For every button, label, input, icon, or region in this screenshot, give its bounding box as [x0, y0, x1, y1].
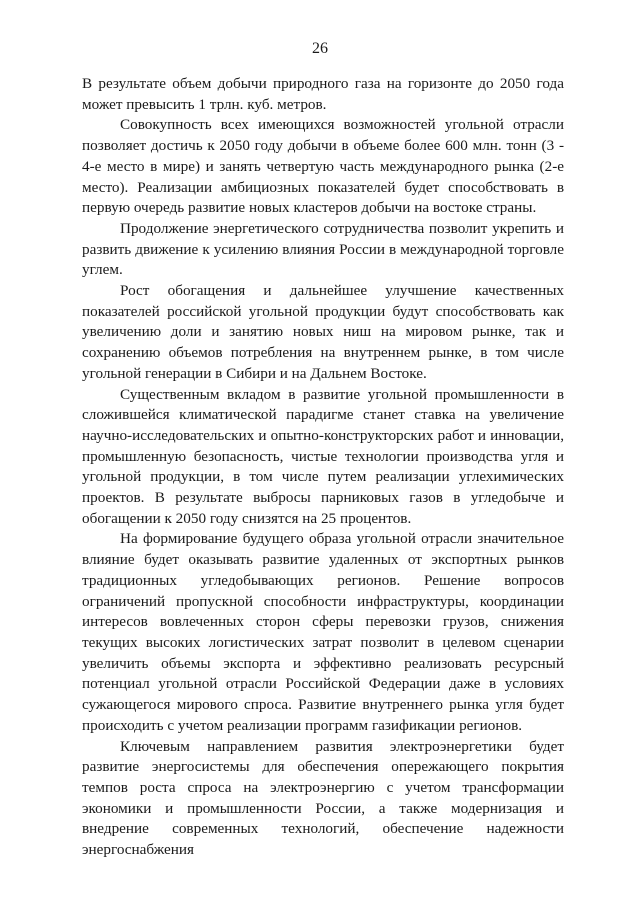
- page-number: 26: [312, 40, 328, 57]
- paragraph-energy-cooperation: Продолжение энергетического сотрудничества позволит укрепить и развить движение к усилению влияния России в международной торговле углем.: [82, 219, 564, 279]
- paragraph-electric-power: Ключевым направлением развития электроэнергетики будет развитие энергосистемы для обеспечения опережающего покрытия темпов роста спроса на электроэнергию с учетом трансформации экономики и промышленности России, а также модернизация и внедрение современных технологий, обеспечение надежности энергоснабжения: [82, 737, 564, 859]
- paragraph-coal-potential: Совокупность всех имеющихся возможностей угольной отрасли позволяет достичь к 2050 году добычи в объеме более 600 млн. тонн (3 - 4-е место в мире) и занять четвертую часть международного рынка (2-е место). Реализации амбициозных показателей будет способствовать в первую очередь развитие новых кластеров добычи на востоке страны.: [82, 116, 564, 217]
- paragraph-regions-export: На формирование будущего образа угольной отрасли значительное влияние будет оказывать развитие удаленных от экспортных рынков традиционных угледобывающих регионов. Решение вопросов ограничений пропускной способности инфраструктуры, координации интересов вовлеченных сторон сферы перевозки грузов, снижения текущих высоких логистических затрат позволит в целевом сценарии увеличить объемы экспорта и эффективно реализовать ресурсный потенциал угольной отрасли Российской Федерации даже в условиях сужающегося мирового спроса. Развитие внутреннего рынка угля будет происходить с учетом реализации программ газификации регионов.: [82, 530, 564, 734]
- document-body: [82, 74, 564, 861]
- paragraph-coal-quality: Рост обогащения и дальнейшее улучшение качественных показателей российской угольной продукции будут способствовать как увеличению доли и занятию новых ниш на мировом рынке, так и сохранению объемов потребления на внутреннем рынке, в том числе угольной генерации в Сибири и на Дальнем Востоке.: [82, 282, 564, 382]
- paragraph-gas-production: В результате объем добычи природного газа на горизонте до 2050 года может превысить 1 трлн. куб. метров.: [82, 75, 564, 113]
- paragraph-innovation-climate: Существенным вкладом в развитие угольной промышленности в сложившейся климатической парадигме станет ставка на увеличение научно-исследовательских и опытно-конструкторских работ и инновации, промышленную безопасность, чистые технологии производства угля и угольной продукции, в том числе путем реализации углехимических проектов. В результате выбросы парниковых газов в угледобыче и обогащении к 2050 году снизятся на 25 процентов.: [82, 385, 564, 527]
